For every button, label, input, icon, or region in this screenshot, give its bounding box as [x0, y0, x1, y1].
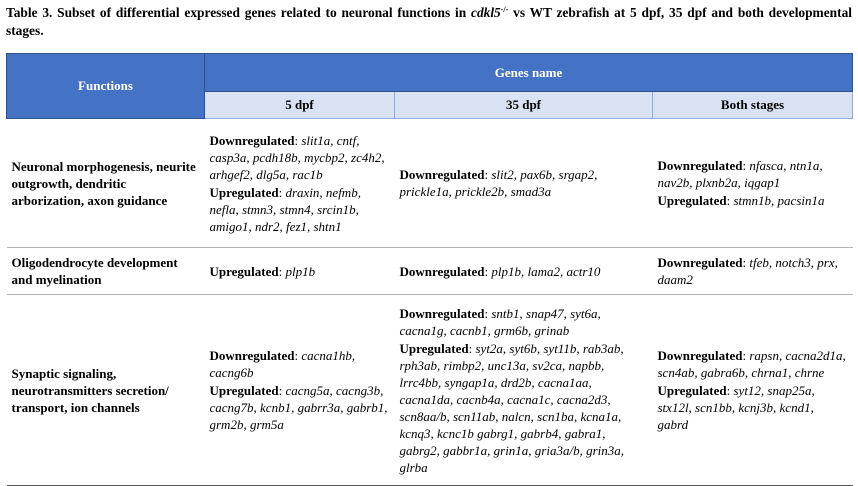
gene-table-wrapper [6, 53, 852, 486]
header-5dpf: 5 dpf [205, 92, 395, 119]
downregulated-genes: slit2, pax6b, srgap2, prickle1a, prickle2b, smad3a [399, 167, 598, 199]
cell-5dpf: Upregulated: plp1b [205, 248, 395, 295]
table-row [7, 295, 853, 486]
cell-35dpf: Downregulated: slit2, pax6b, srgap2, prickle1a, prickle2b, smad3a [395, 119, 653, 248]
cell-35dpf: Downregulated: sntb1, snap47, syt6a, cacna1g, cacnb1, grm6b, grinab Upregulated: syt2a, syt6b, syt11b, rab3ab, rph3ab, rimbp2, unc13a, sv2ca, napbb, lrrc4bb, syngap1a, drd2b, cacna1aa, cacna1da, cacnb4a, cacna1c, cacna2d3, scn8aa/b, scn11ab, nalcn, scn1ba, kcna1a, kcnq3, kcnc1b gabrg1, gabrb4, gabra1, gabrg2, gabbr1a, grin1a, gria3a/b, grin3a, glrba [395, 295, 653, 486]
cell-35dpf: Downregulated: plp1b, lama2, actr10 [395, 248, 653, 295]
upregulated-genes: stmn1b, pacsin1a [733, 193, 825, 208]
function-cell: Oligodendrocyte development and myelination [7, 248, 205, 295]
downregulated-genes: tfeb, notch3, prx, daam2 [657, 255, 838, 287]
downregulated-genes: rapsn, cacna2d1a, scn4ab, gabra6b, chrna1, chrne [657, 348, 846, 380]
downregulated-genes: nfasca, ntn1a, nav2b, plxnb2a, iqgap1 [657, 158, 823, 190]
caption-gene: cdkl5 [471, 5, 501, 20]
upregulated-genes: cacng5a, cacng3b, cacng7b, kcnb1, gabrr3a, gabrb1, grm2b, grm5a [209, 383, 388, 432]
cell-5dpf: Downregulated: cacna1hb, cacng6b Upregulated: cacng5a, cacng3b, cacng7b, kcnb1, gabrr3a, gabrb1, grm2b, grm5a [205, 295, 395, 486]
caption-genotype: -/- [500, 5, 509, 14]
cell-5dpf: Downregulated: slit1a, cntf, casp3a, pcdh18b, mycbp2, zc4h2, arhgef2, dlg5a, rac1b Upregulated: draxin, nefmb, nefla, stmn3, stmn4, srcin1b, amigo1, ndr2, fez1, shtn1 [205, 119, 395, 248]
upregulated-genes: draxin, nefmb, nefla, stmn3, stmn4, srcin1b, amigo1, ndr2, fez1, shtn1 [209, 184, 361, 234]
upregulated-genes: syt2a, syt6b, syt11b, rab3ab, rph3ab, rimbp2, unc13a, sv2ca, napbb, lrrc4bb, syngap1a, drd2b, cacna1aa, cacna1da, cacnb4a, cacna1c, cacna2d3, scn8aa/b, scn11ab, nalcn, scn1ba, kcna1a, kcnq3, kcnc1b gabrg1, gabrb4, gabra1, gabrg2, gabbr1a, grin1a, gria3a/b, grin3a, glrba [399, 340, 625, 475]
table-caption: Table 3. Subset of differential expressed genes related to neuronal functions in cdkl5-/- vs WT zebrafish at 5 dpf, 35 dpf and both developmental stages. [6, 5, 852, 38]
header-35dpf: 35 dpf [395, 92, 653, 119]
cell-both-stages: Downregulated: rapsn, cacna2d1a, scn4ab, gabra6b, chrna1, chrne Upregulated: syt12, snap25a, stx12l, scn1bb, kcnj3b, kcnd1, gabrd [653, 295, 853, 486]
downregulated-genes: plp1b, lama2, actr10 [491, 263, 601, 279]
table-row [7, 248, 853, 295]
cell-both-stages: Downregulated: tfeb, notch3, prx, daam2 [653, 248, 853, 295]
header-genes-name: Genes name [205, 54, 853, 92]
downregulated-genes: slit1a, cntf, casp3a, pcdh18b, mycbp2, zc4h2, arhgef2, dlg5a, rac1b [209, 132, 385, 182]
upregulated-genes: plp1b [285, 263, 316, 279]
header-functions: Functions [7, 54, 205, 119]
gene-table [6, 53, 853, 486]
downregulated-genes: cacna1hb, cacng6b [209, 348, 356, 380]
cell-both-stages: Downregulated: nfasca, ntn1a, nav2b, plxnb2a, iqgap1 Upregulated: stmn1b, pacsin1a [653, 119, 853, 248]
function-cell: Neuronal morphogenesis, neurite outgrowth, dendritic arborization, axon guidance [7, 119, 205, 248]
downregulated-genes: sntb1, snap47, syt6a, cacna1g, cacnb1, grm6b, grinab [399, 305, 601, 338]
upregulated-genes: syt12, snap25a, stx12l, scn1bb, kcnj3b, kcnd1, gabrd [657, 383, 815, 432]
header-both-stages: Both stages [653, 92, 853, 119]
function-cell: Synaptic signaling, neurotransmitters secretion/ transport, ion channels [7, 295, 205, 486]
table-row [7, 119, 853, 248]
